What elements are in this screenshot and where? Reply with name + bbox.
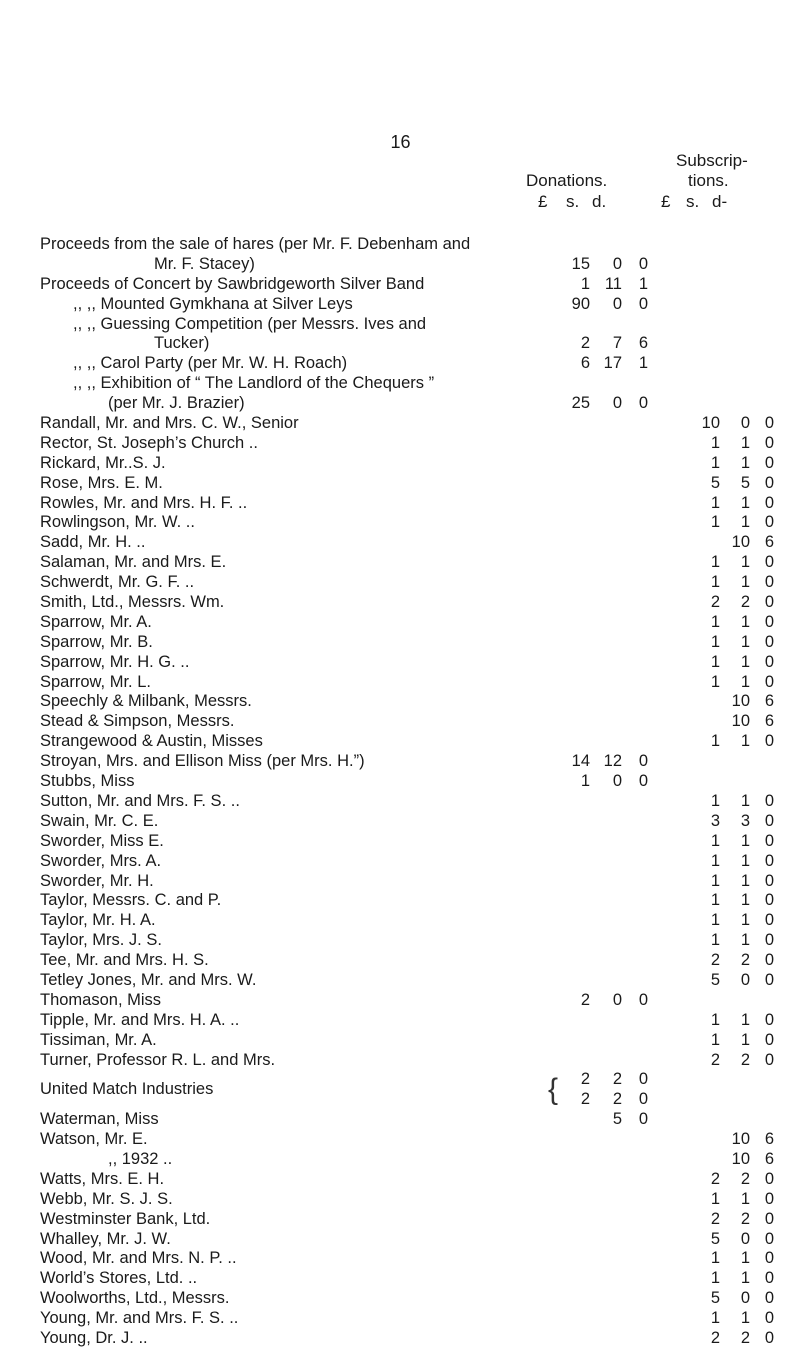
ledger-row (40, 573, 774, 593)
entry-name: Thomason, Miss (40, 990, 162, 1009)
subscription-amount: 2 (740, 1209, 750, 1228)
subscription-amount: 1 (740, 871, 750, 890)
subscription-amount: 0 (764, 791, 774, 810)
entry-name: ,, ,, Carol Party (per Mr. W. H. Roach) (73, 354, 348, 373)
subscription-amount: 0 (764, 612, 774, 631)
subscription-amount: 2 (740, 1169, 750, 1188)
subscription-amount: 0 (764, 931, 774, 950)
subscription-amount: 0 (764, 951, 774, 970)
subscription-amount: 1 (740, 1269, 750, 1288)
ledger-row (40, 1229, 774, 1250)
subscription-amount: 1 (710, 672, 720, 691)
entry-name: Watson, Mr. E. (40, 1130, 148, 1149)
subscription-amount: 0 (764, 1209, 774, 1228)
ledger-row (40, 1329, 774, 1349)
entry-name: ,, ,, Guessing Competition (per Messrs. Ives and (73, 314, 427, 333)
entry-name: Rowles, Mr. and Mrs. H. F. .. (40, 493, 248, 512)
ledger-row (40, 1130, 774, 1150)
donation-amount: 0 (612, 254, 622, 273)
entry-name: ,, 1932 .. (108, 1149, 173, 1168)
entry-name: Tee, Mr. and Mrs. H. S. (40, 951, 209, 970)
subscription-amount: 0 (764, 1169, 774, 1188)
entry-name: Watts, Mrs. E. H. (40, 1169, 165, 1188)
entry-name: Wood, Mr. and Mrs. N. P. .. (40, 1249, 237, 1268)
subscription-amount: 1 (740, 1309, 750, 1328)
subscription-amount: 1 (710, 831, 720, 850)
entry-name: Rose, Mrs. E. M. (40, 473, 163, 492)
donation-amount: 0 (612, 294, 622, 313)
entry-name: Rowlingson, Mr. W. .. (40, 513, 195, 532)
subscription-amount: 6 (764, 533, 774, 552)
subscription-amount: 1 (740, 453, 750, 472)
donation-amount: 12 (603, 752, 622, 771)
entry-name: Mr. F. Stacey) (154, 254, 255, 273)
ledger-row (40, 732, 774, 752)
donation-amount: 0 (638, 1070, 648, 1089)
subscription-amount: 0 (764, 573, 774, 592)
donation-amount: 2 (612, 1070, 622, 1089)
ledger-row (40, 1010, 774, 1031)
subscription-amount: 0 (740, 1229, 750, 1248)
entry-name: Smith, Ltd., Messrs. Wm. (40, 593, 225, 612)
subscription-amount: 1 (740, 493, 750, 512)
subscription-amount: 1 (740, 732, 750, 751)
donation-amount: 17 (603, 354, 622, 373)
ledger-row (40, 1289, 774, 1309)
ledger-row (40, 1189, 774, 1210)
subscription-amount: 0 (764, 1010, 774, 1029)
ledger-row (40, 334, 760, 354)
entry-name: Taylor, Messrs. C. and P. (40, 891, 222, 910)
donation-amount: 5 (612, 1110, 622, 1129)
donation-amount: 6 (580, 354, 590, 373)
ledger-row (40, 493, 774, 514)
subscription-amount: 1 (710, 453, 720, 472)
ledger-row (40, 772, 760, 792)
donation-amount: 0 (638, 394, 648, 413)
ledger-row (40, 354, 760, 374)
subscription-amount: 0 (764, 453, 774, 472)
ledger-row (40, 275, 760, 295)
subscription-amount: 0 (764, 593, 774, 612)
entry-name: Stubbs, Miss (40, 772, 135, 791)
donation-amount: 14 (571, 752, 590, 771)
entry-name: Proceeds of Concert by Sawbridgeworth Silver Band (40, 274, 425, 293)
ledger-row (40, 593, 774, 613)
subscription-amount: 10 (731, 692, 750, 711)
subscription-amount: 1 (740, 573, 750, 592)
subscription-amount: 0 (764, 1249, 774, 1268)
entry-name: Schwerdt, Mr. G. F. .. (40, 573, 195, 592)
subscriptions-header-line1: Subscrip- (676, 151, 748, 170)
entry-name: Webb, Mr. S. J. S. (40, 1189, 173, 1208)
entry-name: Woolworths, Ltd., Messrs. (40, 1289, 230, 1308)
entry-name: Salaman, Mr. and Mrs. E. (40, 553, 227, 572)
donations-header: Donations. (526, 171, 608, 190)
entry-name: Stead & Simpson, Messrs. (40, 712, 235, 731)
donation-amount: 0 (638, 254, 648, 273)
donation-amount: 0 (638, 294, 648, 313)
ledger-row (40, 791, 774, 812)
subscription-amount: 5 (710, 1289, 720, 1308)
subscription-amount: 1 (740, 1030, 750, 1049)
subscription-amount: 0 (764, 831, 774, 850)
entry-name: Randall, Mr. and Mrs. C. W., Senior (40, 414, 299, 433)
ledger-row (40, 1269, 774, 1289)
ledger-row (40, 712, 774, 732)
ledger-row (40, 255, 760, 275)
brace-mark: { (548, 1073, 559, 1107)
ledger-row (40, 951, 774, 971)
subscription-amount: 1 (740, 1189, 750, 1208)
subscription-amount: 6 (764, 1130, 774, 1149)
subscription-amount: 1 (740, 1249, 750, 1268)
subscription-amount: 1 (710, 1010, 720, 1029)
subscription-amount: 1 (740, 791, 750, 810)
subscription-amount: 1 (710, 433, 720, 452)
subscription-amount: 0 (764, 1229, 774, 1248)
subscription-amount: 0 (740, 414, 750, 433)
subscription-amount: 0 (764, 871, 774, 890)
donation-amount: 1 (580, 274, 590, 293)
entry-name: Young, Dr. J. .. (40, 1329, 148, 1347)
entry-name: Sutton, Mr. and Mrs. F. S. .. (40, 791, 240, 810)
subscription-amount: 0 (740, 970, 750, 989)
donation-amount: 2 (580, 1090, 590, 1109)
ledger-row (40, 632, 774, 653)
subscription-amount: 1 (710, 1189, 720, 1208)
subscription-amount: 0 (764, 1309, 774, 1328)
subscription-amount: 0 (764, 891, 774, 910)
subscription-amount: 5 (710, 970, 720, 989)
donation-amount: 0 (638, 1110, 648, 1129)
donation-amount: 2 (580, 990, 590, 1009)
ledger-row (40, 553, 774, 573)
subscription-amount: 5 (710, 1229, 720, 1248)
entry-name: Turner, Professor R. L. and Mrs. (40, 1050, 276, 1069)
donation-amount: 1 (638, 354, 648, 373)
subscription-amount: 10 (731, 1130, 750, 1149)
entry-name: Strangewood & Austin, Misses (40, 732, 263, 751)
subscription-amount: 1 (710, 911, 720, 930)
subscription-amount: 0 (764, 632, 774, 651)
subscription-amount: 1 (740, 652, 750, 671)
subscription-amount: 1 (740, 931, 750, 950)
subscription-amount: 1 (740, 632, 750, 651)
entry-name: ,, ,, Mounted Gymkhana at Silver Leys (73, 294, 353, 313)
entry-name: Rickard, Mr..S. J. (40, 453, 166, 472)
subscription-amount: 10 (701, 414, 720, 433)
ledger-row (40, 1070, 760, 1110)
subscription-amount: 1 (710, 652, 720, 671)
ledger-row (40, 235, 760, 255)
subscriptions-pence-header: d- (712, 192, 728, 211)
subscription-amount: 0 (764, 811, 774, 830)
subscription-amount: 1 (710, 573, 720, 592)
subscriptions-header-line2: tions. (688, 171, 729, 190)
subscription-amount: 1 (740, 851, 750, 870)
subscription-amount: 6 (764, 692, 774, 711)
subscription-amount: 1 (710, 553, 720, 572)
entry-name: Sadd, Mr. H. .. (40, 533, 146, 552)
ledger-row (40, 1309, 774, 1329)
ledger-row (40, 1249, 774, 1269)
subscription-amount: 1 (740, 891, 750, 910)
ledger-row (40, 315, 760, 335)
ledger-row (40, 672, 774, 693)
subscription-amount: 0 (764, 1289, 774, 1308)
subscription-amount: 1 (740, 433, 750, 452)
ledger-row (40, 533, 774, 553)
ledger-row (40, 1050, 774, 1071)
entry-name: (per Mr. J. Brazier) (108, 394, 245, 413)
donation-amount: 0 (638, 1090, 648, 1109)
ledger-row (40, 513, 774, 533)
entry-name: Waterman, Miss (40, 1110, 159, 1129)
subscription-amount: 2 (710, 1169, 720, 1188)
donation-amount: 2 (612, 1090, 622, 1109)
subscription-amount: 2 (710, 1329, 720, 1347)
donation-amount: 7 (612, 334, 622, 353)
subscription-amount: 0 (764, 1329, 774, 1347)
subscription-amount: 1 (710, 513, 720, 532)
entry-name: Rector, St. Joseph’s Church .. (40, 433, 258, 452)
subscription-amount: 1 (740, 831, 750, 850)
ledger-row (40, 891, 774, 911)
subscription-amount: 1 (740, 553, 750, 572)
ledger-row (40, 394, 760, 414)
entry-name: Taylor, Mrs. J. S. (40, 931, 162, 950)
donation-amount: 25 (571, 394, 590, 413)
subscription-amount: 5 (740, 473, 750, 492)
subscription-amount: 0 (764, 1050, 774, 1069)
ledger-row (40, 851, 774, 872)
entry-name: Westminster Bank, Ltd. (40, 1209, 211, 1228)
subscription-amount: 0 (764, 473, 774, 492)
ledger-row (40, 1169, 774, 1190)
subscription-amount: 0 (764, 1189, 774, 1208)
subscription-amount: 1 (710, 1030, 720, 1049)
subscription-amount: 1 (710, 871, 720, 890)
subscription-amount: 2 (740, 951, 750, 970)
subscription-amount: 6 (764, 712, 774, 731)
subscription-amount: 1 (710, 1309, 720, 1328)
subscription-amount: 2 (710, 1209, 720, 1228)
donation-amount: 0 (638, 752, 648, 771)
ledger-row (40, 374, 760, 394)
subscription-amount: 1 (710, 612, 720, 631)
entry-name: Taylor, Mr. H. A. (40, 911, 156, 930)
ledger-row (40, 831, 774, 852)
subscription-amount: 1 (710, 732, 720, 751)
donation-amount: 0 (612, 990, 622, 1009)
subscription-amount: 0 (764, 553, 774, 572)
page-number: 16 (390, 132, 411, 152)
donation-amount: 0 (638, 772, 648, 791)
subscription-amount: 2 (710, 593, 720, 612)
subscription-amount: 2 (710, 1050, 720, 1069)
donations-pence-header: d. (592, 192, 607, 211)
subscriptions-shillings-header: s. (686, 192, 700, 211)
subscription-amount: 1 (740, 911, 750, 930)
subscription-amount: 0 (764, 911, 774, 930)
subscription-amount: 1 (710, 632, 720, 651)
subscription-amount: 2 (740, 1050, 750, 1069)
subscription-amount: 1 (710, 791, 720, 810)
subscription-amount: 2 (710, 951, 720, 970)
entry-name: Sparrow, Mr. H. G. .. (40, 652, 190, 671)
entry-name: Sparrow, Mr. L. (40, 672, 151, 691)
entry-name: Sparrow, Mr. B. (40, 632, 153, 651)
ledger-row (40, 652, 774, 673)
donation-amount: 0 (638, 990, 648, 1009)
subscription-amount: 5 (710, 473, 720, 492)
subscription-amount: 1 (740, 1010, 750, 1029)
donation-amount: 90 (571, 294, 590, 313)
entry-name: Tetley Jones, Mr. and Mrs. W. (40, 970, 257, 989)
entry-name: Sparrow, Mr. A. (40, 612, 152, 631)
subscription-amount: 0 (764, 493, 774, 512)
subscription-amount: 10 (731, 1149, 750, 1168)
ledger-row (40, 871, 774, 892)
entry-name: Whalley, Mr. J. W. (40, 1229, 171, 1248)
ledger-row (40, 991, 760, 1011)
ledger-row (40, 811, 774, 832)
subscription-amount: 2 (740, 1329, 750, 1347)
ledger-row (40, 453, 774, 474)
subscription-amount: 0 (764, 1269, 774, 1288)
donation-amount: 1 (638, 274, 648, 293)
ledger-row (40, 433, 774, 454)
subscription-amount: 0 (764, 513, 774, 532)
subscription-amount: 0 (764, 672, 774, 691)
subscription-amount: 1 (710, 1249, 720, 1268)
donation-amount: 15 (571, 254, 590, 273)
donation-amount: 0 (612, 772, 622, 791)
entry-name: Swain, Mr. C. E. (40, 811, 159, 830)
subscriptions-pound-header: £ (661, 192, 671, 211)
ledger-row (40, 414, 774, 434)
ledger-row (40, 752, 760, 772)
entry-name: Tipple, Mr. and Mrs. H. A. .. (40, 1010, 240, 1029)
ledger-list (40, 235, 774, 1349)
subscription-amount: 10 (731, 533, 750, 552)
entry-name: ,, ,, Exhibition of “ The Landlord of the Chequers ” (73, 374, 435, 393)
subscription-amount: 0 (764, 652, 774, 671)
ledger-row (40, 1110, 760, 1130)
subscription-amount: 2 (740, 593, 750, 612)
subscription-amount: 0 (764, 433, 774, 452)
ledger-row (40, 911, 774, 931)
subscription-amount: 1 (740, 612, 750, 631)
entry-name: Sworder, Miss E. (40, 831, 164, 850)
donation-amount: 2 (580, 334, 590, 353)
ledger-row (40, 612, 774, 633)
donation-amount: 0 (612, 394, 622, 413)
donation-amount: 11 (604, 274, 622, 293)
subscription-amount: 1 (710, 851, 720, 870)
subscription-amount: 10 (731, 712, 750, 731)
subscription-amount: 3 (740, 811, 750, 830)
subscription-amount: 0 (740, 1289, 750, 1308)
ledger-row (40, 970, 774, 991)
subscription-amount: 0 (764, 970, 774, 989)
ledger-row (40, 1030, 774, 1051)
subscription-amount: 1 (710, 493, 720, 512)
subscription-amount: 1 (710, 1269, 720, 1288)
donation-amount: 1 (580, 772, 590, 791)
entry-name: United Match Industries (40, 1080, 214, 1099)
entry-name: Speechly & Milbank, Messrs. (40, 692, 252, 711)
subscription-amount: 1 (710, 931, 720, 950)
entry-name: Sworder, Mr. H. (40, 871, 154, 890)
entry-name: Stroyan, Mrs. and Ellison Miss (per Mrs. H.”) (40, 752, 365, 771)
entry-name: World’s Stores, Ltd. .. (40, 1269, 198, 1288)
donations-pound-header: £ (538, 192, 548, 211)
entry-name: Tucker) (154, 334, 210, 353)
ledger-row (40, 931, 774, 951)
subscription-amount: 1 (740, 513, 750, 532)
donation-amount: 6 (638, 334, 648, 353)
donation-amount: 2 (580, 1070, 590, 1089)
subscription-amount: 3 (710, 811, 720, 830)
subscription-amount: 1 (710, 891, 720, 910)
ledger-row (40, 473, 774, 494)
subscription-amount: 0 (764, 414, 774, 433)
entry-name: Proceeds from the sale of hares (per Mr. F. Debenham and (40, 235, 471, 253)
ledger-row (40, 1149, 774, 1170)
subscription-amount: 0 (764, 732, 774, 751)
subscription-amount: 0 (764, 851, 774, 870)
subscription-amount: 6 (764, 1149, 774, 1168)
ledger-row (40, 692, 774, 712)
ledger-row (40, 1209, 774, 1230)
entry-name: Tissiman, Mr. A. (40, 1030, 157, 1049)
subscription-amount: 1 (740, 672, 750, 691)
donations-shillings-header: s. (566, 192, 580, 211)
entry-name: Young, Mr. and Mrs. F. S. .. (40, 1309, 239, 1328)
ledger-row (40, 295, 760, 315)
entry-name: Sworder, Mrs. A. (40, 851, 162, 870)
subscription-amount: 0 (764, 1030, 774, 1049)
